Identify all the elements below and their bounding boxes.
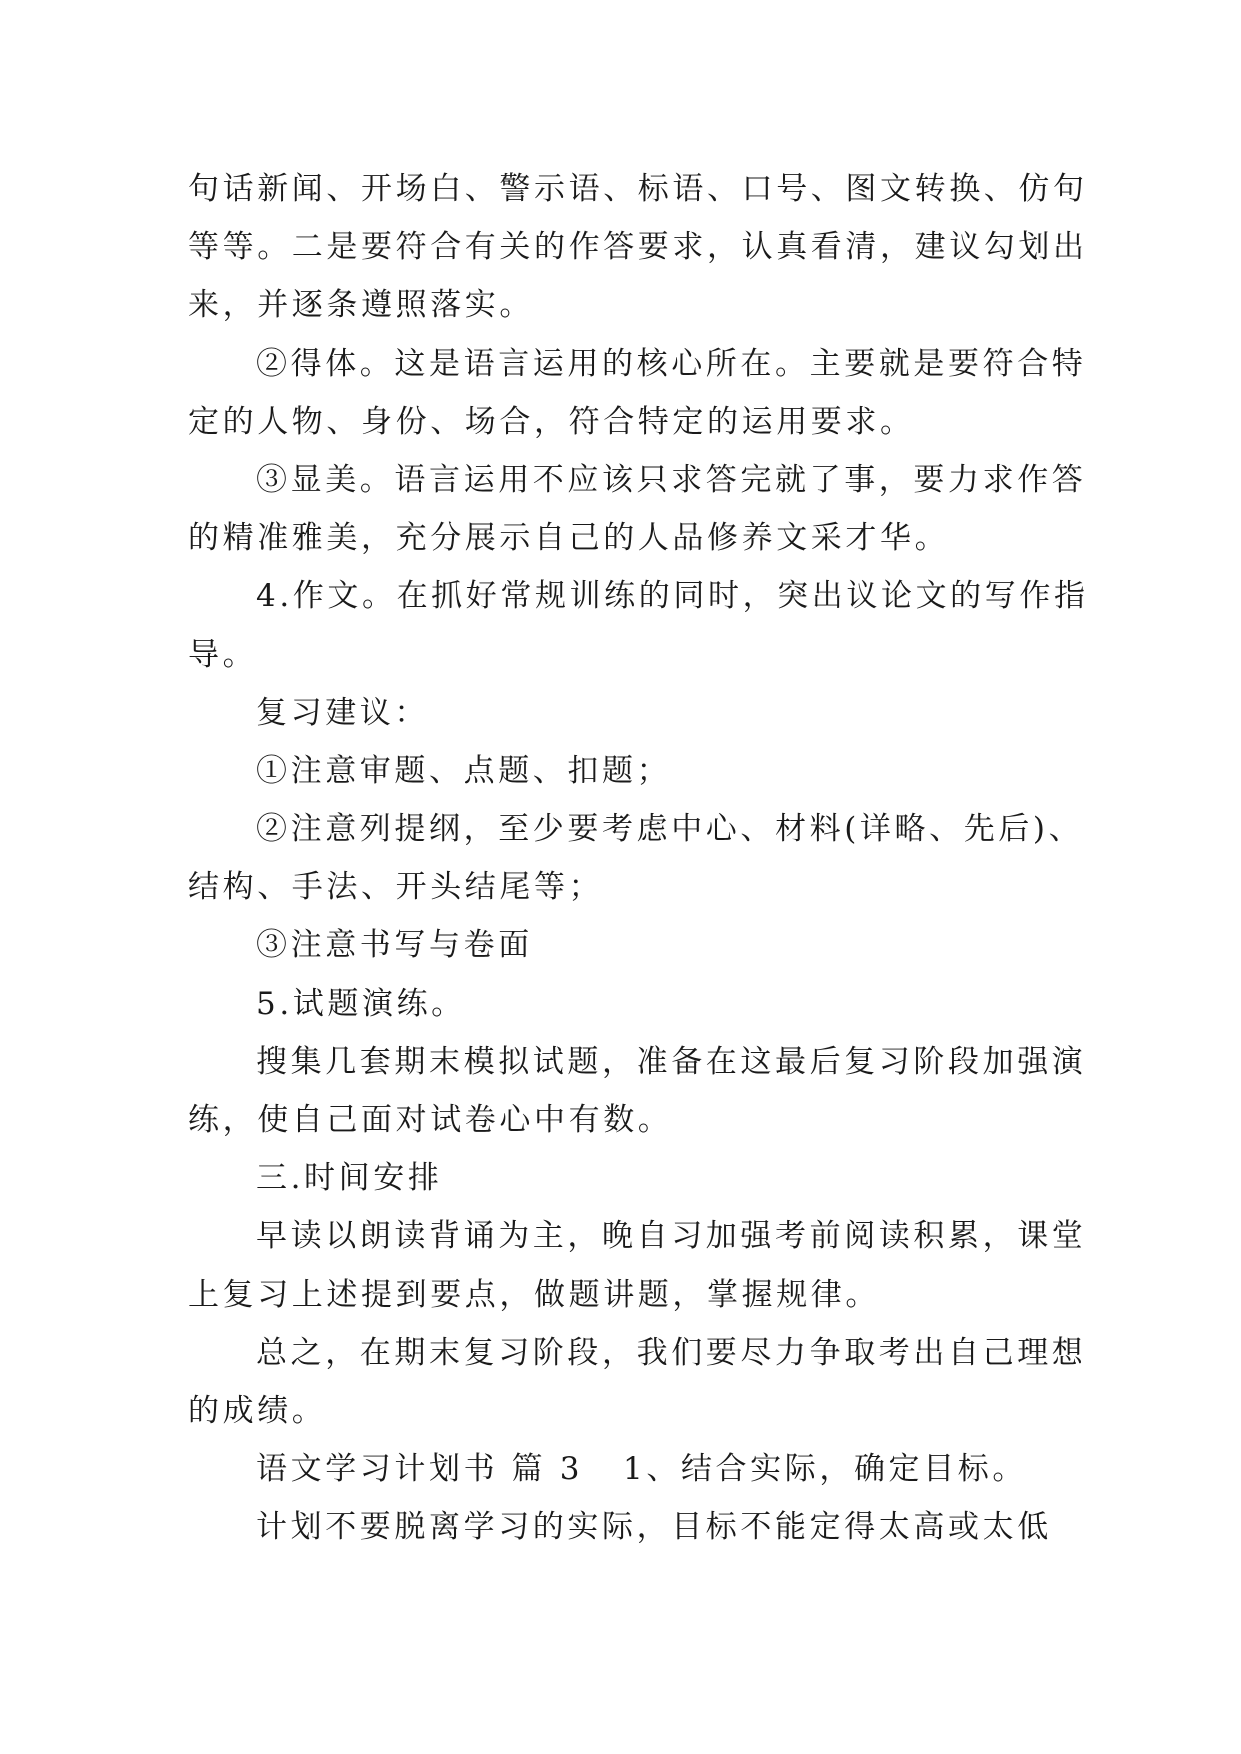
- paragraph-line: 复习建议：: [256, 694, 429, 731]
- section-first-point: 1、结合实际，确定目标。: [623, 1451, 1027, 1488]
- paragraph-line: ①注意审题、点题、扣题；: [256, 752, 672, 789]
- paragraph-line: 的精准雅美，充分展示自己的人品修养文采才华。: [188, 520, 950, 557]
- paragraph-line: 5.试题演练。: [256, 985, 466, 1022]
- paragraph-line: ②注意列提纲，至少要考虑中心、材料(详略、先后)、: [256, 811, 1084, 848]
- section-heading: 语文学习计划书 篇 3: [256, 1451, 584, 1488]
- paragraph-line: 等等。二是要符合有关的作答要求，认真看清，建议勾划出: [188, 229, 1088, 266]
- paragraph-line: 来，并逐条遵照落实。: [188, 287, 534, 324]
- paragraph-line: 计划不要脱离学习的实际，目标不能定得太高或太低: [256, 1509, 1052, 1546]
- paragraph-line: 练，使自己面对试卷心中有数。: [188, 1102, 673, 1138]
- section-heading-line: [188, 1440, 1068, 1498]
- paragraph-line: 句话新闻、开场白、警示语、标语、口号、图文转换、仿句: [188, 171, 1088, 207]
- paragraph-line: ③显美。语言运用不应该只求答完就了事，要力求作答: [256, 461, 1087, 498]
- paragraph-line: 结构、手法、开头结尾等；: [188, 869, 604, 906]
- paragraph-line: 定的人物、身份、场合，符合特定的运用要求。: [188, 403, 915, 440]
- paragraph-line: 4.作文。在抓好常规训练的同时，突出议论文的写作指: [256, 578, 1089, 615]
- paragraph-line: 总之，在期末复习阶段，我们要尽力争取考出自己理想: [256, 1334, 1087, 1371]
- paragraph-line: 上复习上述提到要点，做题讲题，掌握规律。: [188, 1276, 880, 1313]
- paragraph-line: ③注意书写与卷面: [256, 927, 533, 964]
- paragraph-line: 导。: [188, 636, 258, 673]
- document-body: [188, 160, 1089, 1557]
- paragraph-line: 搜集几套期末模拟试题，准备在这最后复习阶段加强演: [256, 1043, 1087, 1080]
- section-heading-time: 三.时间安排: [256, 1160, 443, 1197]
- paragraph-line: 早读以朗读背诵为主，晚自习加强考前阅读积累，课堂: [256, 1218, 1087, 1255]
- paragraph-line: 的成绩。: [188, 1392, 327, 1429]
- paragraph-line: ②得体。这是语言运用的核心所在。主要就是要符合特: [256, 345, 1087, 382]
